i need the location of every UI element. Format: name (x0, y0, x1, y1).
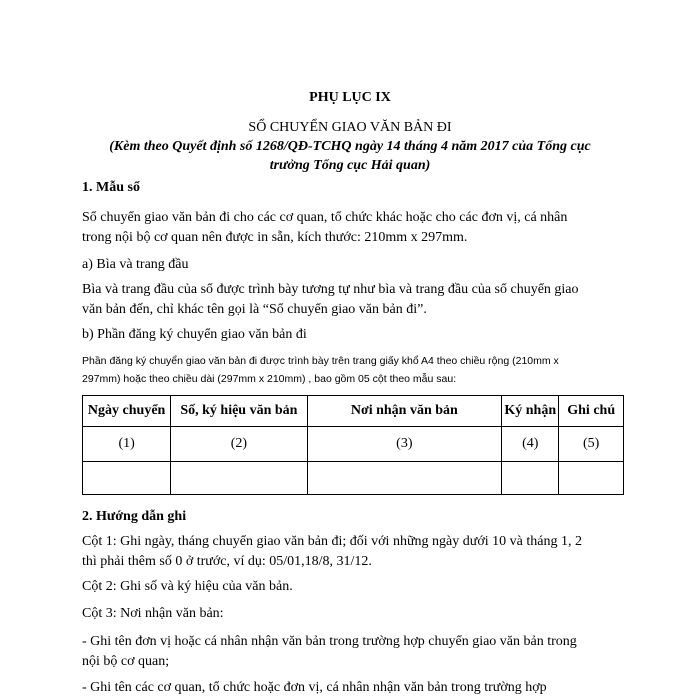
column-1-line-2: thì phải thêm số 0 ở trước, ví dụ: 05/01,18/8, 31/12. (82, 554, 372, 569)
table-empty-row (83, 462, 624, 495)
empty-cell (307, 462, 502, 495)
column-1-instruction (82, 532, 622, 572)
subsection-a-heading: a) Bìa và trang đầu (82, 257, 189, 272)
subsection-a-paragraph (82, 280, 622, 320)
section-1-paragraph (82, 208, 622, 248)
bullet-internal-recipient (82, 632, 622, 672)
empty-cell (502, 462, 559, 495)
table-header-row (83, 396, 624, 427)
subsection-a-line-2: văn bản đến, chỉ khác tên gọi là “Sổ chuyển giao văn bản đi”. (82, 302, 427, 317)
header-document-number: Số, ký hiệu văn bản (171, 396, 307, 427)
section-2-heading: 2. Hướng dẫn ghi (82, 509, 187, 524)
empty-cell (83, 462, 171, 495)
column-2-instruction: Cột 2: Ghi số và ký hiệu của văn bản. (82, 579, 293, 594)
subsection-b-heading: b) Phần đăng ký chuyển giao văn bản đi (82, 327, 307, 342)
header-transfer-date: Ngày chuyển (83, 396, 171, 427)
column-number-5: (5) (559, 427, 624, 462)
appendix-title: PHỤ LỤC IX (309, 90, 391, 105)
header-notes: Ghi chú (559, 396, 624, 427)
header-recipient: Nơi nhận văn bản (307, 396, 502, 427)
section-1-line-1: Sổ chuyển giao văn bản đi cho các cơ quan, tổ chức khác hoặc cho các đơn vị, cá nhân (82, 210, 568, 225)
decision-line-2: trưởng Tổng cục Hải quan) (269, 158, 431, 173)
empty-cell (559, 462, 624, 495)
bullet-1-line-1: - Ghi tên đơn vị hoặc cá nhân nhận văn bản trong trường hợp chuyển giao văn bản trong (82, 634, 577, 649)
book-title: SỔ CHUYỂN GIAO VĂN BẢN ĐI (248, 120, 452, 135)
subsection-b-line-2: 297mm) hoặc theo chiều dài (297mm x 210mm) , bao gồm 05 cột theo mẫu sau: (82, 373, 457, 385)
register-table (82, 395, 624, 495)
decision-line-1: (Kèm theo Quyết định số 1268/QĐ-TCHQ ngày 14 tháng 4 năm 2017 của Tổng cục (109, 139, 591, 154)
section-1-line-2: trong nội bộ cơ quan nên được in sẵn, kích thước: 210mm x 297mm. (82, 230, 468, 245)
subsection-b-paragraph (82, 352, 627, 388)
header-signature: Ký nhận (502, 396, 559, 427)
column-number-2: (2) (171, 427, 307, 462)
decision-reference (95, 137, 605, 175)
subsection-a-line-1: Bìa và trang đầu của sổ được trình bày tương tự như bìa và trang đầu của sổ chuyển giao (82, 282, 579, 297)
subsection-b-line-1: Phần đăng ký chuyển giao văn bản đi được trình bày trên trang giấy khổ A4 theo chiều rộng (210mm x (82, 355, 559, 367)
table-number-row (83, 427, 624, 462)
column-1-line-1: Cột 1: Ghi ngày, tháng chuyển giao văn bản đi; đối với những ngày dưới 10 và tháng 1, 2 (82, 534, 582, 549)
column-number-4: (4) (502, 427, 559, 462)
bullet-external-recipient: - Ghi tên các cơ quan, tổ chức hoặc đơn vị, cá nhân nhận văn bản trong trường hợp (82, 680, 547, 695)
section-1-heading: 1. Mẫu sổ (82, 180, 140, 195)
column-number-1: (1) (83, 427, 171, 462)
column-number-3: (3) (307, 427, 502, 462)
column-3-instruction: Cột 3: Nơi nhận văn bản: (82, 606, 224, 621)
bullet-1-line-2: nội bộ cơ quan; (82, 654, 170, 669)
empty-cell (171, 462, 307, 495)
